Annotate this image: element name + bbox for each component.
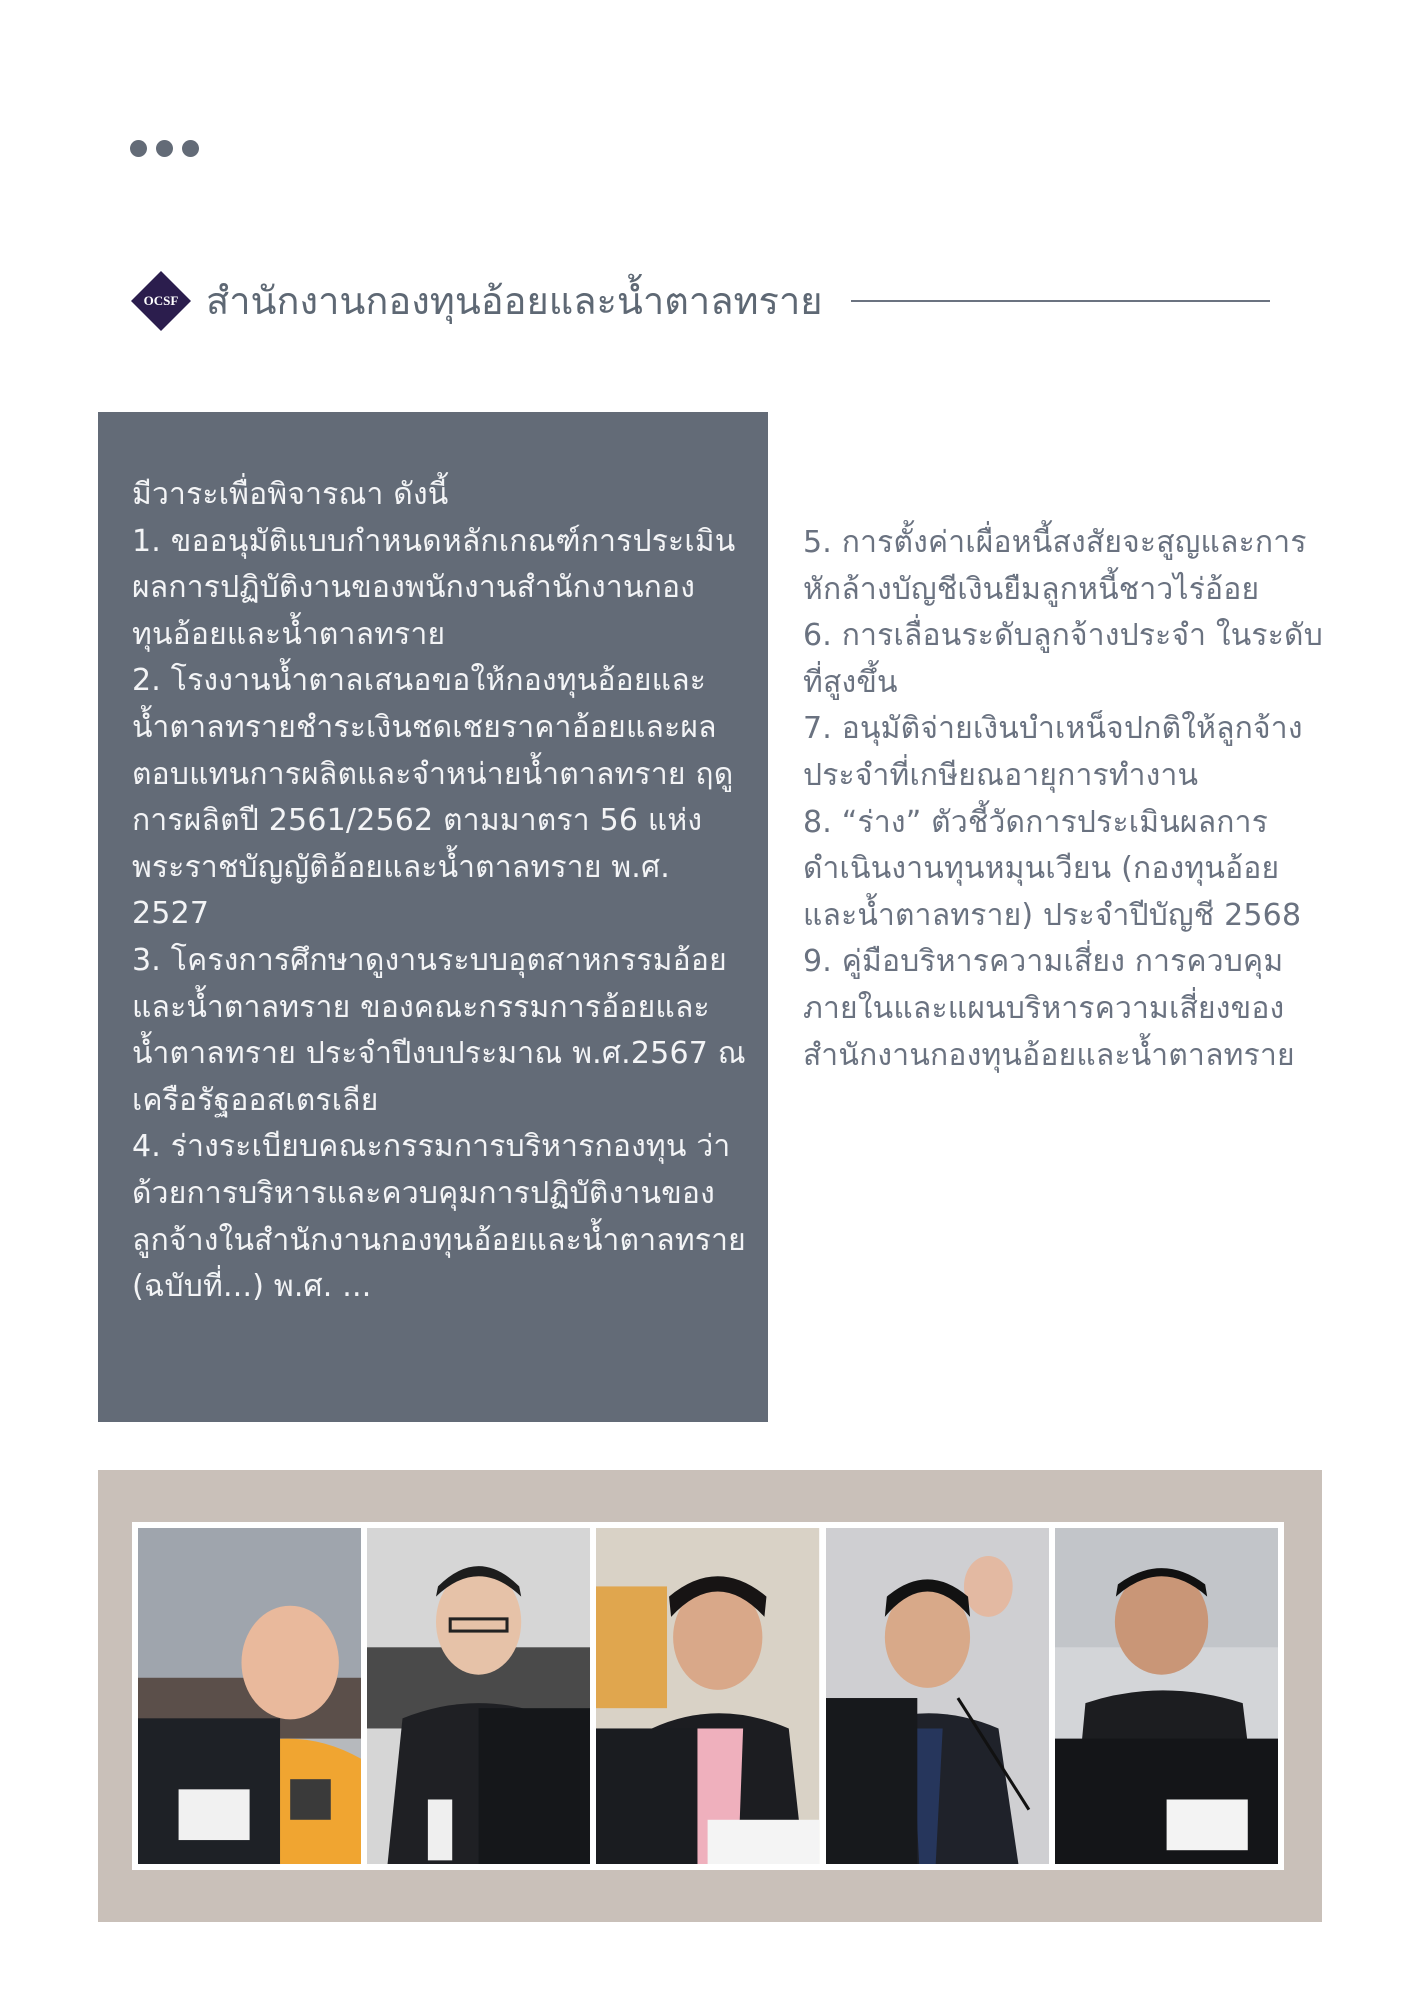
agenda-panel-left (98, 412, 768, 1422)
agenda-line: และน้ำตาลทราย) ประจำปีบัญชี 2568 (803, 897, 1302, 933)
photo-frame (98, 1470, 1322, 1922)
dot (130, 140, 147, 157)
meeting-photo-1 (138, 1528, 361, 1864)
agenda-line: หักล้างบัญชีเงินยืมลูกหนี้ชาวไร่อ้อย (803, 571, 1260, 607)
photo-strip (132, 1522, 1284, 1870)
agenda-line: ลูกจ้างในสำนักงานกองทุนอ้อยและน้ำตาลทราย (132, 1222, 746, 1258)
svg-text:OCSF: OCSF (143, 293, 179, 308)
agenda-line: 1. ขออนุมัติแบบกำหนดหลักเกณฑ์การประเมิน (132, 523, 736, 559)
page-title: สำนักงานกองทุนอ้อยและน้ำตาลทราย (206, 279, 823, 323)
meeting-photo-4 (826, 1528, 1049, 1864)
agenda-line: 3. โครงการศึกษาดูงานระบบอุตสาหกรรมอ้อย (132, 942, 727, 978)
page-header (130, 268, 1280, 334)
agenda-line: 7. อนุมัติจ่ายเงินบำเหน็จปกติให้ลูกจ้าง (803, 711, 1303, 747)
agenda-line: น้ำตาลทรายชำระเงินชดเชยราคาอ้อยและผล (132, 709, 717, 745)
agenda-line: 5. การตั้งค่าเผื่อหนี้สงสัยจะสูญและการ (803, 525, 1307, 560)
agenda-line: ที่สูงขึ้น (803, 664, 898, 700)
agenda-line: (ฉบับที่...) พ.ศ. ... (132, 1269, 372, 1305)
agenda-line: ตอบแทนการผลิตและจำหน่ายน้ำตาลทราย ฤดู (132, 756, 734, 792)
agenda-line: ผลการปฏิบัติงานของพนักงานสำนักงานกอง (132, 570, 696, 606)
dot (182, 140, 199, 157)
agenda-line: 8. “ร่าง” ตัวชี้วัดการประเมินผลการ (803, 804, 1269, 840)
agenda-line: การผลิตปี 2561/2562 ตามมาตรา 56 แห่ง (132, 803, 703, 839)
agenda-line: ด้วยการบริหารและควบคุมการปฏิบัติงานของ (132, 1175, 715, 1211)
agenda-line: 2. โรงงานน้ำตาลเสนอขอให้กองทุนอ้อยและ (132, 663, 707, 699)
agenda-line: ประจำที่เกษียณอายุการทำงาน (803, 757, 1199, 793)
meeting-photo-2 (367, 1528, 590, 1864)
meeting-photo-5 (1055, 1528, 1278, 1864)
header-divider (851, 300, 1270, 302)
ocsf-logo (130, 270, 192, 332)
ellipsis-dots (130, 140, 199, 157)
agenda-line: มีวาระเพื่อพิจารณา ดังนี้ (132, 477, 449, 512)
meeting-photo-3 (596, 1528, 819, 1864)
agenda-line: ดำเนินงานทุนหมุนเวียน (กองทุนอ้อย (803, 851, 1280, 887)
agenda-line: น้ำตาลทราย ประจำปีงบประมาณ พ.ศ.2567 ณ (132, 1036, 746, 1072)
agenda-line: 6. การเลื่อนระดับลูกจ้างประจำ ในระดับ (803, 618, 1323, 654)
agenda-line: พระราชบัญญัติอ้อยและน้ำตาลทราย พ.ศ. (132, 849, 671, 885)
agenda-line: 2527 (132, 896, 210, 932)
agenda-line: ทุนอ้อยและน้ำตาลทราย (132, 616, 446, 652)
agenda-line: และน้ำตาลทราย ของคณะกรรมการอ้อยและ (132, 989, 710, 1025)
agenda-line: เครือรัฐออสเตรเลีย (132, 1082, 379, 1118)
agenda-line: ภายในและแผนบริหารความเสี่ยงของ (803, 990, 1285, 1026)
agenda-column-right (803, 520, 1343, 1079)
agenda-line: สำนักงานกองทุนอ้อยและน้ำตาลทราย (803, 1037, 1295, 1073)
agenda-line: 4. ร่างระเบียบคณะกรรมการบริหารกองทุน ว่า (132, 1129, 731, 1165)
agenda-line: 9. คู่มือบริหารความเสี่ยง การควบคุม (803, 944, 1284, 980)
dot (156, 140, 173, 157)
